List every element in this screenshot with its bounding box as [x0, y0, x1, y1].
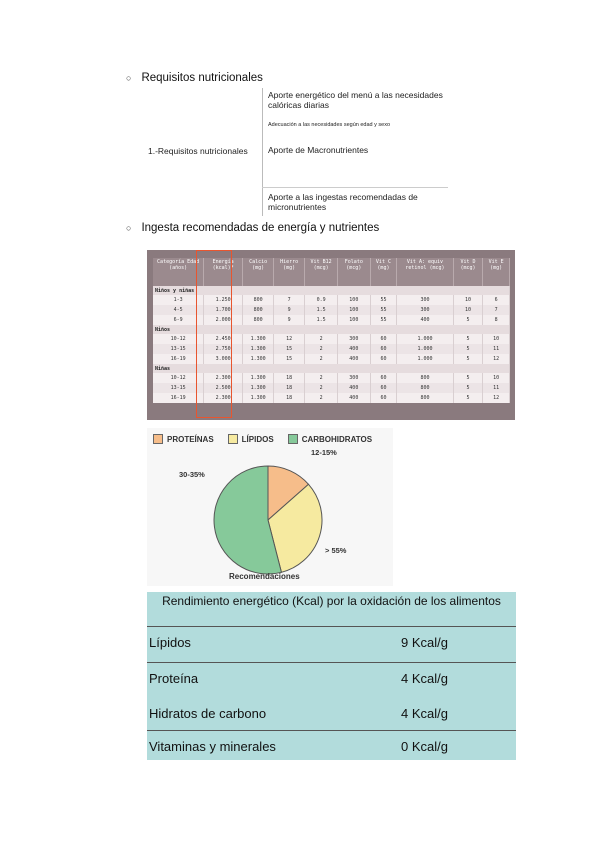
table-cell: 9 — [274, 305, 305, 315]
table-cell: 16-19 — [153, 354, 204, 364]
table-cell: 1.000 — [397, 334, 453, 344]
row-name: Lípidos — [149, 635, 191, 650]
energy-yield-table — [147, 592, 516, 760]
table-row — [147, 662, 516, 699]
row-value: 0 Kcal/g — [401, 739, 448, 754]
row-value: 4 Kcal/g — [401, 671, 448, 686]
nutrition-heading — [126, 72, 263, 84]
table-header-cell: Hierro (mg) — [274, 258, 305, 286]
table-cell: 11 — [483, 344, 510, 354]
group-label: Niñas — [153, 364, 510, 373]
table-cell: 1.300 — [243, 383, 274, 393]
table-cell: 100 — [338, 295, 371, 305]
row-name: Proteína — [149, 671, 199, 686]
table-cell: 1.700 — [204, 305, 243, 315]
table-cell: 60 — [370, 334, 397, 344]
table-cell: 10-12 — [153, 373, 204, 383]
legend-label: CARBOHIDRATOS — [301, 434, 373, 444]
pie-label-lipids: 30-35% — [179, 470, 205, 479]
table-header-cell: Vit E (mg) — [483, 258, 510, 286]
table-cell: 5 — [453, 315, 483, 325]
table-cell: 2 — [305, 373, 338, 383]
table-cell: 0.9 — [305, 295, 338, 305]
table-cell: 60 — [370, 344, 397, 354]
table-cell: 12 — [483, 393, 510, 403]
requirements-box — [148, 88, 448, 216]
table-cell: 2.450 — [204, 334, 243, 344]
table-cell: 10 — [483, 373, 510, 383]
group-label: Niños — [153, 325, 510, 334]
table-cell: 7 — [274, 295, 305, 305]
pie-title: Recomendaciones — [229, 572, 300, 581]
table-cell: 800 — [397, 393, 453, 403]
table-cell: 5 — [453, 383, 483, 393]
table-header-cell: Vit B12 (mcg) — [305, 258, 338, 286]
table-cell: 6-9 — [153, 315, 204, 325]
table-cell: 2.300 — [204, 373, 243, 383]
req-item-micro: Aporte a las ingestas recomendadas de micronutrientes — [268, 192, 418, 212]
table-header-cell: Folato (mcg) — [338, 258, 371, 286]
table-cell: 2 — [305, 383, 338, 393]
table-cell: 400 — [397, 315, 453, 325]
table-cell: 800 — [397, 373, 453, 383]
table-cell: 300 — [397, 295, 453, 305]
table-cell: 1.300 — [243, 393, 274, 403]
bullet-icon: ○ — [126, 223, 132, 233]
pie-label-proteins: 12-15% — [311, 448, 337, 457]
pie-chart — [147, 428, 393, 586]
table-cell: 15 — [274, 354, 305, 364]
table-header-cell: Categoría Edad (años) — [153, 258, 204, 286]
table-cell: 400 — [338, 354, 371, 364]
table-cell: 7 — [483, 305, 510, 315]
table-cell: 60 — [370, 373, 397, 383]
table-cell: 1.300 — [243, 344, 274, 354]
table-cell: 9 — [274, 315, 305, 325]
table-cell: 60 — [370, 393, 397, 403]
table-cell: 1.000 — [397, 344, 453, 354]
table-header-cell: Energía (kcal)* — [204, 258, 243, 286]
table-cell: 2 — [305, 354, 338, 364]
table-cell: 300 — [397, 305, 453, 315]
row-value: 4 Kcal/g — [401, 706, 448, 721]
table-cell: 1.5 — [305, 305, 338, 315]
table-cell: 13-15 — [153, 383, 204, 393]
pie-label-carbs: > 55% — [325, 546, 347, 555]
table-cell: 400 — [338, 383, 371, 393]
table-cell: 300 — [338, 373, 371, 383]
table-cell: 18 — [274, 383, 305, 393]
table-cell: 3.000 — [204, 354, 243, 364]
table-cell: 55 — [370, 305, 397, 315]
table-cell: 1.300 — [243, 334, 274, 344]
table-cell: 2.500 — [204, 383, 243, 393]
table-cell: 2.000 — [204, 315, 243, 325]
intake-heading-text: Ingesta recomendadas de energía y nutrientes — [141, 222, 380, 234]
table-cell: 1.300 — [243, 373, 274, 383]
row-name: Vitaminas y minerales — [149, 739, 276, 754]
table-row — [147, 698, 516, 734]
req-item-macro: Aporte de Macronutrientes — [268, 145, 369, 155]
table-cell: 12 — [483, 354, 510, 364]
energy-column-highlight — [196, 250, 232, 418]
table-cell: 8 — [483, 315, 510, 325]
table-cell: 1.250 — [204, 295, 243, 305]
table-header-cell: Vit C (mg) — [370, 258, 397, 286]
table-row — [147, 626, 516, 663]
table-cell: 10 — [483, 334, 510, 344]
divider — [262, 187, 448, 188]
table-cell: 400 — [338, 344, 371, 354]
table-cell: 2 — [305, 393, 338, 403]
table-cell: 5 — [453, 393, 483, 403]
table-cell: 10-12 — [153, 334, 204, 344]
table-cell: 1.5 — [305, 315, 338, 325]
table-cell: 10 — [453, 295, 483, 305]
row-name: Hidratos de carbono — [149, 706, 267, 721]
table-cell: 1-3 — [153, 295, 204, 305]
table-cell: 15 — [274, 344, 305, 354]
macronutrient-pie-panel — [147, 428, 393, 586]
table-cell: 16-19 — [153, 393, 204, 403]
table-cell: 100 — [338, 315, 371, 325]
table-header-cell: Calcio (mg) — [243, 258, 274, 286]
table-cell: 800 — [243, 305, 274, 315]
table-cell: 55 — [370, 295, 397, 305]
table-cell: 12 — [274, 334, 305, 344]
table-cell: 2.300 — [204, 393, 243, 403]
table-cell: 6 — [483, 295, 510, 305]
table-header-cell: Vit D (mcg) — [453, 258, 483, 286]
energy-table-title: Rendimiento energético (Kcal) por la oxidación de los alimentos — [162, 594, 501, 608]
divider — [262, 88, 263, 216]
req-item-adequacy: Adecuación a las necesidades según edad y sexo — [268, 122, 391, 128]
table-cell: 18 — [274, 393, 305, 403]
table-cell: 2 — [305, 334, 338, 344]
legend-label: PROTEÍNAS — [167, 434, 214, 444]
legend-label: LÍPIDOS — [241, 434, 274, 444]
table-cell: 13-15 — [153, 344, 204, 354]
req-item-energy: Aporte energético del menú a las necesidades calóricas diarias — [268, 90, 443, 110]
table-cell: 4-5 — [153, 305, 204, 315]
table-cell: 100 — [338, 305, 371, 315]
table-cell: 5 — [453, 373, 483, 383]
table-cell: 1.300 — [243, 354, 274, 364]
intake-heading — [126, 222, 379, 234]
table-cell: 18 — [274, 373, 305, 383]
table-cell: 60 — [370, 354, 397, 364]
table-cell: 400 — [338, 393, 371, 403]
table-cell: 10 — [453, 305, 483, 315]
table-cell: 2.750 — [204, 344, 243, 354]
table-cell: 55 — [370, 315, 397, 325]
table-cell: 800 — [243, 315, 274, 325]
table-cell: 60 — [370, 383, 397, 393]
table-cell: 5 — [453, 334, 483, 344]
requirements-left-label: 1.-Requisitos nutricionales — [148, 146, 248, 156]
bullet-icon: ○ — [126, 73, 132, 83]
table-cell: 5 — [453, 354, 483, 364]
table-cell: 1.000 — [397, 354, 453, 364]
nutrition-heading-text: Requisitos nutricionales — [141, 72, 263, 84]
table-cell: 800 — [397, 383, 453, 393]
row-value: 9 Kcal/g — [401, 635, 448, 650]
table-row — [147, 730, 516, 767]
table-header-cell: Vit A: equiv retinol (mcg) — [397, 258, 453, 286]
table-cell: 11 — [483, 383, 510, 393]
table-cell: 5 — [453, 344, 483, 354]
table-cell: 800 — [243, 295, 274, 305]
group-label: Niños y niñas — [153, 286, 510, 295]
table-cell: 2 — [305, 344, 338, 354]
table-cell: 300 — [338, 334, 371, 344]
